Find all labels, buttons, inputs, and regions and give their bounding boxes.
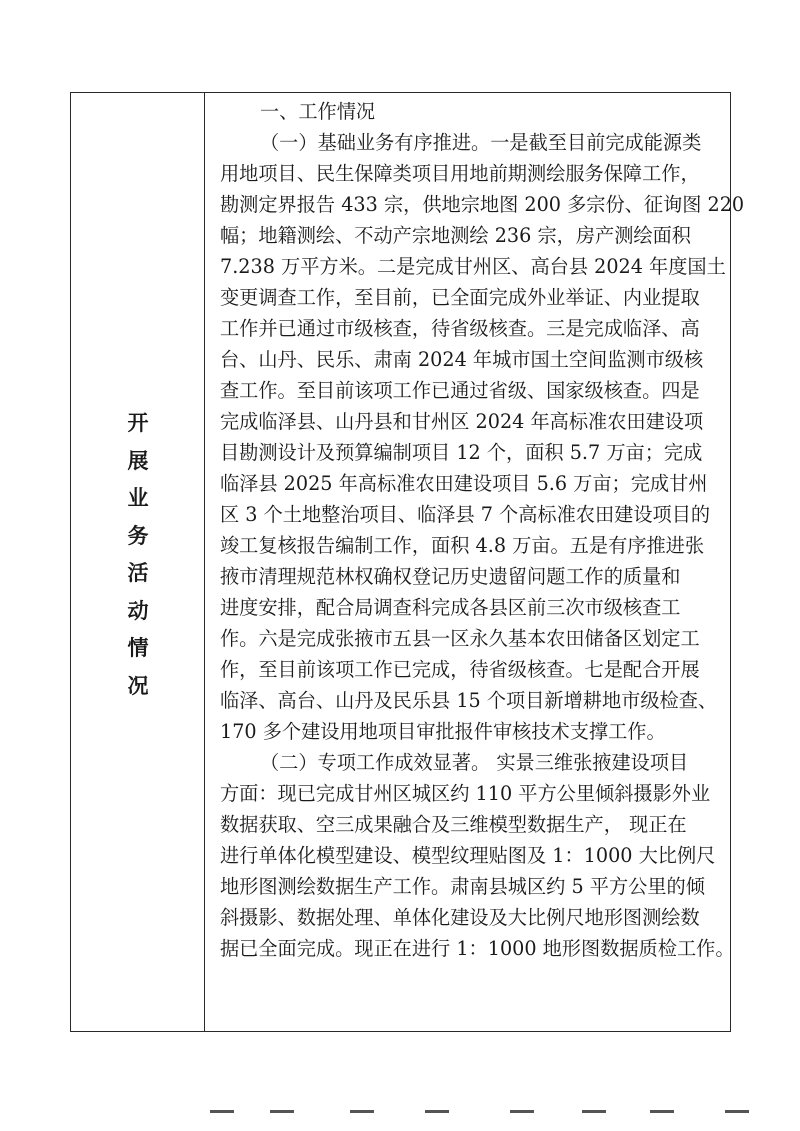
scan-mark bbox=[425, 1110, 449, 1113]
text-line: 查工作。至目前该项工作已通过省级、国家级核查。四是 bbox=[220, 379, 700, 402]
text-line: 台、山丹、民乐、肃南 2024 年城市国土空间监测市级核 bbox=[220, 348, 704, 371]
row-label bbox=[118, 404, 158, 704]
row-label-char: 活 bbox=[127, 560, 149, 585]
text-line: 地形图测绘数据生产工作。肃南县城区约 5 平方公里的倾 bbox=[220, 875, 705, 898]
text-line: 目勘测设计及预算编制项目 12 个，面积 5.7 万亩；完成 bbox=[220, 441, 703, 464]
text-line: 竣工复核报告编制工作，面积 4.8 万亩。五是有序推进张 bbox=[220, 534, 705, 557]
scan-mark bbox=[725, 1110, 749, 1113]
row-label-char: 动 bbox=[127, 597, 149, 623]
text-line: 进行单体化模型建设、模型纹理贴图及 1：1000 大比例尺 bbox=[220, 844, 716, 867]
text-line: 掖市清理规范林权确权登记历史遗留问题工作的质量和 bbox=[220, 565, 681, 588]
row-label-char: 开 bbox=[127, 410, 149, 435]
row-label-char: 展 bbox=[127, 447, 149, 473]
text-line: 数据获取、空三成果融合及三维模型数据生产， 现正在 bbox=[220, 813, 687, 836]
text-line: 临泽县 2025 年高标准农田建设项目 5.6 万亩；完成甘州 bbox=[220, 472, 708, 495]
text-line: 工作并已通过市级核查，待省级核查。三是完成临泽、高 bbox=[220, 317, 700, 340]
row-label-char: 况 bbox=[127, 672, 149, 698]
text-line: 据已全面完成。现正在进行 1：1000 地形图数据质检工作。 bbox=[220, 937, 735, 960]
text-line: 用地项目、民生保障类项目用地前期测绘服务保障工作， bbox=[220, 162, 700, 185]
scan-mark bbox=[350, 1110, 374, 1113]
text-line: 幅；地籍测绘、不动产宗地测绘 236 宗，房产测绘面积 bbox=[220, 224, 691, 247]
text-line: （二）专项工作成效显著。 实景三维张掖建设项目 bbox=[260, 751, 689, 774]
body-text bbox=[220, 127, 745, 964]
text-line: 完成临泽县、山丹县和甘州区 2024 年高标准农田建设项 bbox=[220, 410, 704, 433]
section-heading: 一、工作情况 bbox=[260, 100, 376, 123]
scan-mark bbox=[510, 1110, 534, 1113]
column-divider bbox=[204, 92, 205, 1032]
row-label-char: 务 bbox=[127, 522, 149, 548]
text-line: 区 3 个土地整治项目、临泽县 7 个高标准农田建设项目的 bbox=[220, 503, 711, 526]
scan-mark bbox=[582, 1110, 606, 1113]
scan-mark bbox=[210, 1110, 234, 1113]
text-line: （一）基础业务有序推进。一是截至目前完成能源类 bbox=[260, 131, 702, 154]
text-line: 勘测定界报告 433 宗，供地宗地图 200 多宗份、征询图 220 bbox=[220, 193, 745, 216]
text-line: 斜摄影、数据处理、单体化建设及大比例尺地形图测绘数 bbox=[220, 906, 700, 929]
text-line: 7.238 万平方米。二是完成甘州区、高台县 2024 年度国土 bbox=[220, 255, 726, 278]
text-line: 作，至目前该项工作已完成，待省级核查。七是配合开展 bbox=[220, 658, 700, 681]
row-label-char: 情 bbox=[127, 635, 149, 660]
text-line: 方面：现已完成甘州区城区约 110 平方公里倾斜摄影外业 bbox=[220, 782, 711, 805]
text-line: 170 多个建设用地项目审批报件审核技术支撑工作。 bbox=[220, 720, 666, 743]
text-line: 进度安排，配合局调查科完成各县区前三次市级核查工 bbox=[220, 596, 681, 619]
bottom-scan-marks bbox=[210, 1110, 800, 1118]
text-line: 作。六是完成张掖市五县一区永久基本农田储备区划定工 bbox=[220, 627, 700, 650]
text-line: 变更调查工作，至目前，已全面完成外业举证、内业提取 bbox=[220, 286, 700, 309]
content-cell bbox=[220, 96, 745, 964]
scan-mark bbox=[270, 1110, 294, 1113]
row-label-char: 业 bbox=[127, 485, 149, 510]
scan-mark bbox=[650, 1110, 674, 1113]
text-line: 临泽、高台、山丹及民乐县 15 个项目新增耕地市级检查、 bbox=[220, 689, 718, 712]
